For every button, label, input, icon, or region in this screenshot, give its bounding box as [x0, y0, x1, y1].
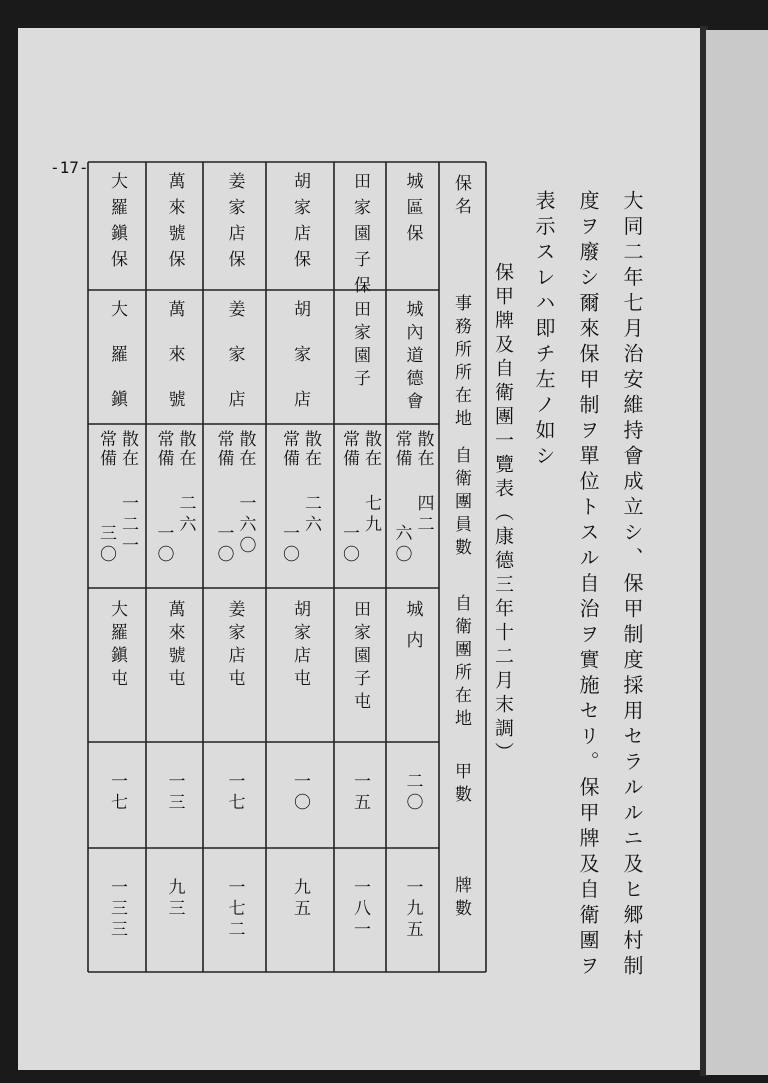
cell-name: 萬來號保 — [164, 172, 185, 276]
cell-name: 大羅鎭保 — [107, 172, 127, 276]
page-number: -17- — [50, 158, 89, 177]
header-corps-loc: 自衛團所在地 — [451, 594, 471, 732]
cell-pai-count: 九三 — [164, 878, 185, 920]
cell-member-count: 六〇 — [391, 524, 412, 566]
cell-member-type: 常備 — [153, 430, 174, 468]
cell-member-count: 七九 — [361, 494, 381, 536]
cell-corps-location: 田家園子屯 — [350, 600, 370, 715]
cell-member-count: 一〇 — [339, 524, 359, 566]
cell-jia-count: 一五 — [350, 772, 370, 814]
header-name: 保名 — [451, 174, 471, 220]
header-pai: 牌數 — [451, 876, 471, 922]
cell-member-type: 散在 — [301, 430, 321, 468]
cell-member-type: 常備 — [213, 430, 234, 468]
cell-jia-count: 一七 — [224, 772, 245, 814]
cell-member-count: 一〇 — [213, 524, 234, 566]
cell-member-count: 一〇 — [153, 524, 174, 566]
cell-member-type: 散在 — [235, 430, 256, 468]
cell-office: 姜家店 — [224, 300, 245, 435]
cell-member-type: 散在 — [118, 430, 138, 468]
cell-member-type: 散在 — [413, 430, 434, 468]
cell-corps-location: 城内 — [402, 600, 423, 662]
cell-member-type: 散在 — [361, 430, 381, 468]
cell-office: 萬來號 — [164, 300, 185, 435]
cell-jia-count: 一七 — [107, 772, 127, 814]
cell-corps-location: 姜家店屯 — [224, 600, 245, 692]
paragraph-line: 表示スレハ即チ左ノ如シ — [532, 190, 556, 471]
cell-member-type: 常備 — [279, 430, 299, 468]
cell-office: 大羅鎭 — [107, 300, 127, 435]
table-caption: 保甲牌及自衛團一覽表（康德三年十二月末調） — [492, 262, 514, 766]
header-jia: 甲數 — [451, 762, 471, 808]
cell-name: 城區保 — [402, 172, 423, 250]
cell-member-type: 常備 — [96, 430, 116, 468]
cell-office: 胡家店 — [290, 300, 310, 435]
cell-member-count: 一六〇 — [235, 494, 256, 557]
cell-jia-count: 一三 — [164, 772, 185, 814]
cell-jia-count: 一〇 — [290, 772, 310, 814]
cell-pai-count: 一九五 — [402, 878, 423, 941]
cell-corps-location: 萬來號屯 — [164, 600, 185, 692]
cell-member-count: 二六 — [301, 494, 321, 536]
header-office: 事務所所在地 — [451, 294, 471, 432]
cell-pai-count: 一三三 — [107, 878, 127, 941]
cell-name: 田家園子保 — [350, 172, 370, 302]
paragraph-line: 度ヲ廢シ爾來保甲制ヲ單位トスル自治ヲ實施セリ。保甲牌及自衛團ヲ — [576, 190, 600, 981]
cell-jia-count: 二〇 — [402, 772, 423, 814]
header-members: 自衛團員數 — [451, 446, 471, 561]
cell-member-type: 散在 — [175, 430, 196, 468]
cell-name: 胡家店保 — [290, 172, 310, 276]
cell-member-count: 一二一 — [118, 494, 138, 557]
cell-member-type: 常備 — [339, 430, 359, 468]
paragraph-line: 大同二年七月治安維持會成立シ、保甲制度採用セラルルニ及ヒ郷村制 — [620, 190, 644, 981]
cell-member-type: 常備 — [391, 430, 412, 468]
cell-corps-location: 胡家店屯 — [290, 600, 310, 692]
cell-member-count: 二六 — [175, 494, 196, 536]
cell-member-count: 四二 — [413, 494, 434, 536]
cell-office: 田家園子 — [350, 300, 370, 392]
cell-member-count: 三〇 — [96, 524, 116, 566]
cell-name: 姜家店保 — [224, 172, 245, 276]
cell-pai-count: 九五 — [290, 878, 310, 920]
cell-member-count: 一〇 — [279, 524, 299, 566]
cell-office: 城內道德會 — [402, 300, 423, 415]
cell-corps-location: 大羅鎭屯 — [107, 600, 127, 692]
cell-pai-count: 一七二 — [224, 878, 245, 941]
cell-pai-count: 一八一 — [350, 878, 370, 941]
